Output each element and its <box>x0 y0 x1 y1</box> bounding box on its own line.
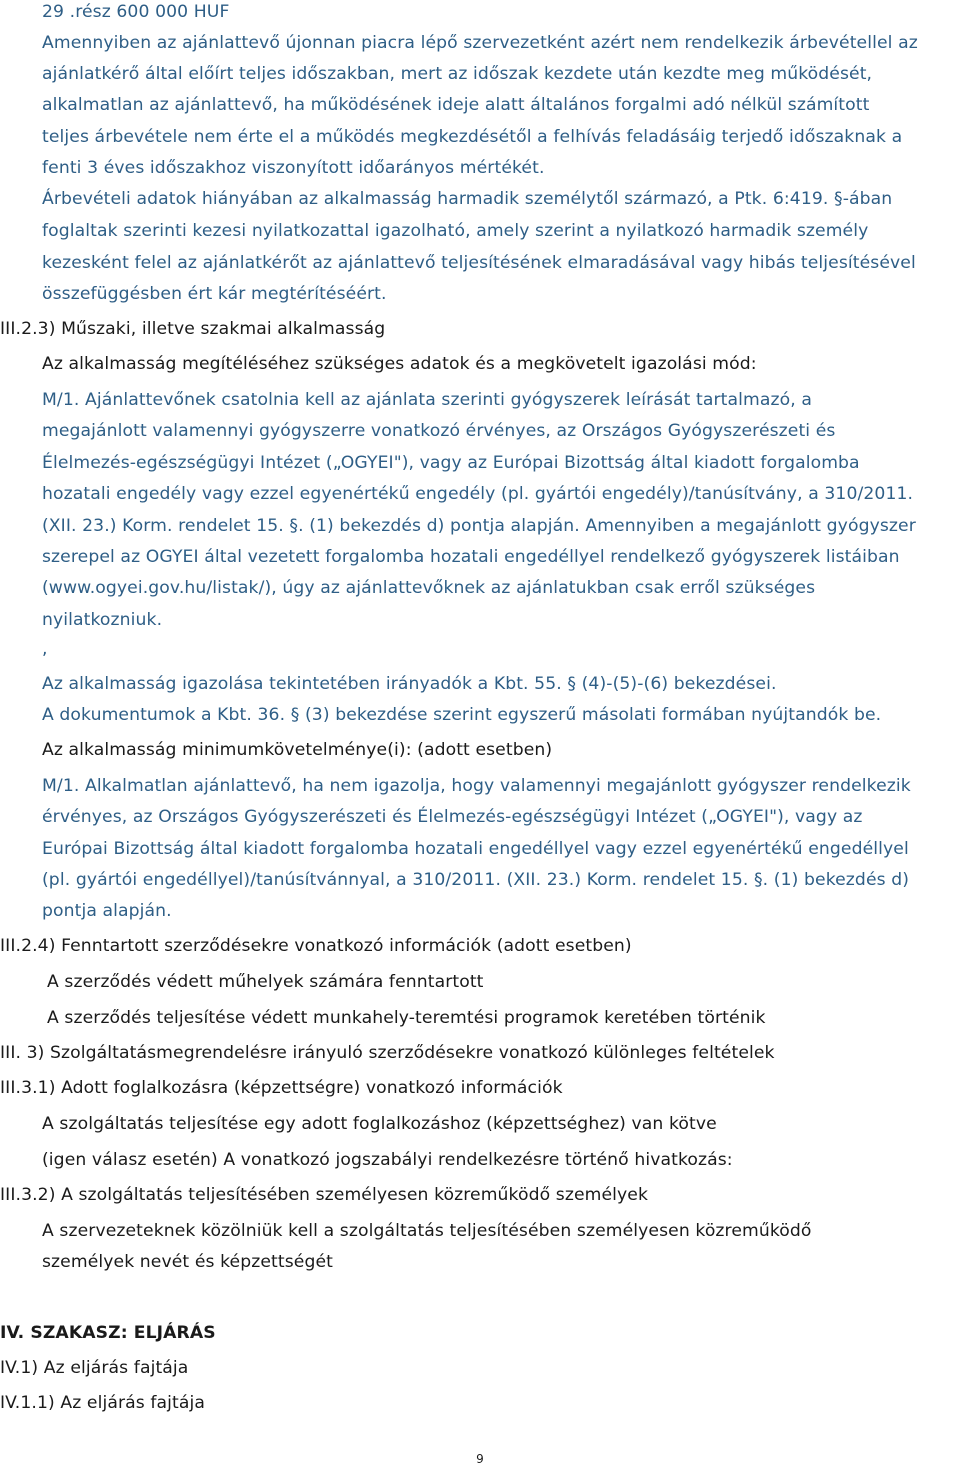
section-heading-3-3-2: III.3.2) A szolgáltatás teljesítésében személyesen közreműködő személyek <box>0 1185 649 1205</box>
text-line: (www.ogyei.gov.hu/listak/), úgy az ajánlattevőknek az ajánlatukban csak erről szükséges <box>42 578 816 598</box>
section-heading-3-2-3: III.2.3) Műszaki, illetve szakmai alkalmasság <box>0 319 386 339</box>
text-line: kezesként felel az ajánlatkérőt az ajánlattevő teljesítésének elmaradásával vagy hibás teljesítésével <box>42 253 916 273</box>
page-number: 9 <box>476 1452 484 1466</box>
staff-line-1: A szervezeteknek közölniük kell a szolgáltatás teljesítésében személyesen közreműködő <box>42 1221 812 1241</box>
section-heading-4-1: IV.1) Az eljárás fajtája <box>0 1358 189 1378</box>
text-line: pontja alapján. <box>42 901 172 921</box>
text-line: (XII. 23.) Korm. rendelet 15. §. (1) bekezdés d) pontja alapján. Amennyiben a megajánlott gyógyszer <box>42 516 916 536</box>
text-line: teljes árbevétele nem érte el a működés megkezdésétől a felhívás feladásáig terjedő időszaknak a <box>42 127 903 147</box>
text-line: ajánlatkérő által előírt teljes időszakban, mert az időszak kezdete után kezdte meg működését, <box>42 64 873 84</box>
reserved-contract-item-2: A szerződés teljesítése védett munkahely-teremtési programok keretében történik <box>47 1008 766 1028</box>
staff-line-2: személyek nevét és képzettségét <box>42 1252 333 1272</box>
section-heading-3-2-4: III.2.4) Fenntartott szerződésekre vonatkozó információk (adott esetben) <box>0 936 632 956</box>
text-line: alkalmatlan az ajánlattevő, ha működésének ideje alatt általános forgalmi adó nélkül számított <box>42 95 870 115</box>
section-heading-3-3-1: III.3.1) Adott foglalkozásra (képzettségre) vonatkozó információk <box>0 1078 563 1098</box>
text-line: Élelmezés-egészségügyi Intézet („OGYEI"), vagy az Európai Bizottság által kiadott forgalomba <box>42 453 860 473</box>
occupation-line-2: (igen válasz esetén) A vonatkozó jogszabályi rendelkezésre történő hivatkozás: <box>42 1150 733 1170</box>
comma-mark: , <box>42 639 48 659</box>
minimum-requirements-heading: Az alkalmasság minimumkövetelménye(i): (adott esetben) <box>42 740 553 760</box>
section-heading-3-3: III. 3) Szolgáltatásmegrendelésre irányuló szerződésekre vonatkozó különleges feltételek <box>0 1043 775 1063</box>
section-heading-4: IV. SZAKASZ: ELJÁRÁS <box>0 1323 216 1343</box>
text-line: Amennyiben az ajánlattevő újonnan piacra lépő szervezetként azért nem rendelkezik árbevétellel az <box>42 33 918 53</box>
text-line: foglaltak szerinti kezesi nyilatkozattal igazolható, amely szerint a nyilatkozó harmadik személy <box>42 221 869 241</box>
text-line: nyilatkozniuk. <box>42 610 163 630</box>
text-line: összefüggésben ért kár megtérítéséért. <box>42 284 387 304</box>
text-line: Árbevételi adatok hiányában az alkalmasság harmadik személytől származó, a Ptk. 6:419. §-ában <box>42 189 893 209</box>
text-line: M/1. Alkalmatlan ajánlattevő, ha nem igazolja, hogy valamennyi megajánlott gyógyszer rendelkezik <box>42 776 911 796</box>
text-line: Európai Bizottság által kiadott forgalomba hozatali engedéllyel vagy ezzel egyenértékű engedéllyel <box>42 839 909 859</box>
part-29-header: 29 .rész 600 000 HUF <box>42 2 230 22</box>
text-line: szerepel az OGYEI által vezetett forgalomba hozatali engedéllyel rendelkező gyógyszerek listáiban <box>42 547 900 567</box>
section-subheading: Az alkalmasság megítéléséhez szükséges adatok és a megkövetelt igazolási mód: <box>42 354 757 374</box>
text-line: megajánlott valamennyi gyógyszerre vonatkozó érvényes, az Országos Gyógyszerészeti és <box>42 421 836 441</box>
kbt-reference-1: Az alkalmasság igazolása tekintetében irányadók a Kbt. 55. § (4)-(5)-(6) bekezdései. <box>42 674 777 694</box>
text-line: M/1. Ajánlattevőnek csatolnia kell az ajánlata szerinti gyógyszerek leírását tartalmazó, a <box>42 390 812 410</box>
text-line: hozatali engedély vagy ezzel egyenértékű engedély (pl. gyártói engedély)/tanúsítvány, a 310/2011. <box>42 484 914 504</box>
text-line: fenti 3 éves időszakhoz viszonyított időarányos mértékét. <box>42 158 545 178</box>
text-line: (pl. gyártói engedéllyel)/tanúsítvánnyal, a 310/2011. (XII. 23.) Korm. rendelet 15. §. (1) bekezdés d) <box>42 870 910 890</box>
text-line: érvényes, az Országos Gyógyszerészeti és Élelmezés-egészségügyi Intézet („OGYEI"), vagy az <box>42 807 863 827</box>
kbt-reference-2: A dokumentumok a Kbt. 36. § (3) bekezdése szerint egyszerű másolati formában nyújtandók be. <box>42 705 882 725</box>
section-heading-4-1-1: IV.1.1) Az eljárás fajtája <box>0 1393 206 1413</box>
reserved-contract-item-1: A szerződés védett műhelyek számára fenntartott <box>47 972 484 992</box>
occupation-line-1: A szolgáltatás teljesítése egy adott foglalkozáshoz (képzettséghez) van kötve <box>42 1114 717 1134</box>
